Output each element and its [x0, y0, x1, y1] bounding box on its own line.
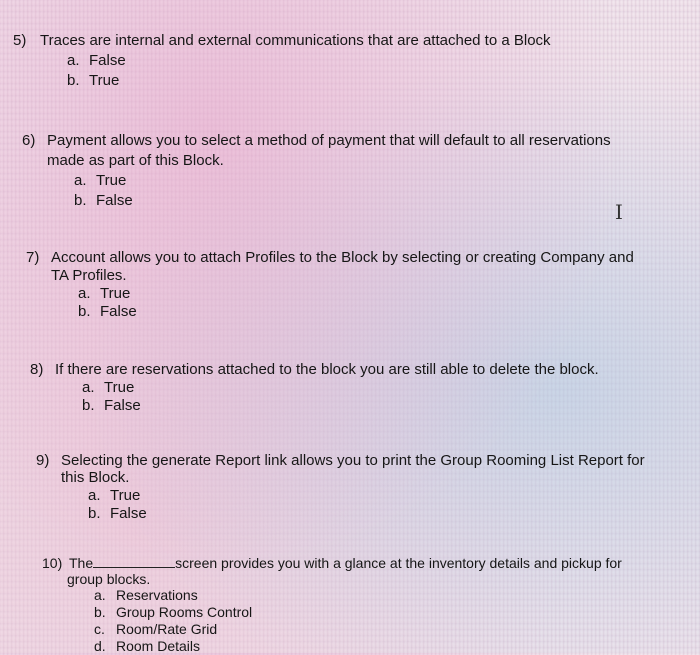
option-letter: d.	[94, 638, 106, 654]
option-letter: c.	[94, 621, 105, 637]
option-a	[74, 171, 611, 190]
question-6	[22, 131, 611, 210]
option-a	[78, 284, 634, 303]
option-label: Group Rooms Control	[116, 604, 253, 620]
option-letter: a.	[67, 52, 80, 69]
option-letter: b.	[78, 303, 91, 320]
option-b	[74, 191, 611, 210]
question-10	[42, 554, 622, 655]
option-label: False	[100, 303, 137, 320]
option-a	[88, 486, 645, 505]
question-number: 7)	[26, 249, 40, 266]
option-a	[94, 587, 622, 604]
question-text-line2: made as part of this Block.	[47, 152, 224, 169]
question-text-line1: Selecting the generate Report link allows you to print the Group Rooming List Report for	[61, 452, 645, 469]
question-text: If there are reservations attached to the block you are still able to delete the block.	[55, 361, 599, 378]
option-letter: a.	[78, 285, 91, 302]
option-label: True	[96, 172, 127, 189]
question-number: 6)	[22, 132, 36, 149]
option-label: True	[89, 72, 120, 89]
question-number: 9)	[36, 452, 50, 469]
question-text: Traces are internal and external communications that are attached to a Block	[40, 32, 551, 49]
option-letter: a.	[82, 379, 95, 396]
option-label: False	[104, 397, 141, 414]
question-number: 5)	[13, 32, 27, 49]
option-label: False	[110, 505, 147, 522]
option-letter: b.	[67, 72, 80, 89]
option-letter: a.	[88, 487, 101, 504]
question-7	[26, 248, 634, 321]
option-label: False	[96, 192, 133, 209]
question-text-line1: Payment allows you to select a method of payment that will default to all reservations	[47, 132, 611, 149]
option-a	[82, 378, 599, 397]
question-8	[30, 360, 599, 415]
option-label: Room/Rate Grid	[116, 621, 218, 637]
question-5	[13, 31, 551, 90]
option-letter: a.	[74, 172, 87, 189]
question-text-line2: TA Profiles.	[51, 267, 127, 284]
fill-in-blank	[93, 554, 175, 568]
option-a	[67, 51, 551, 70]
option-c	[94, 621, 622, 638]
option-b	[88, 504, 645, 523]
option-letter: a.	[94, 587, 106, 603]
option-letter: b.	[88, 505, 101, 522]
option-label: Room Details	[116, 638, 201, 654]
option-label: True	[110, 487, 141, 504]
option-label: False	[89, 52, 126, 69]
question-text-line2: group blocks.	[67, 571, 151, 587]
option-b	[67, 71, 551, 90]
option-letter: b.	[74, 192, 87, 209]
question-text-line1: Account allows you to attach Profiles to the Block by selecting or creating Company and	[51, 249, 634, 266]
option-label: True	[104, 379, 135, 396]
option-letter: b.	[82, 397, 95, 414]
option-b	[78, 302, 634, 321]
question-number: 10)	[42, 555, 63, 571]
option-b	[82, 396, 599, 415]
question-text-before: The	[69, 555, 94, 571]
option-letter: b.	[94, 604, 106, 620]
question-number: 8)	[30, 361, 44, 378]
option-b	[94, 604, 622, 621]
question-9	[36, 451, 645, 523]
question-text-after: screen provides you with a glance at the inventory details and pickup for	[175, 555, 622, 571]
option-label: Reservations	[116, 587, 198, 603]
option-d	[94, 638, 622, 655]
text-cursor-icon: I	[615, 200, 623, 224]
option-label: True	[100, 285, 131, 302]
question-text-line2: this Block.	[61, 469, 130, 486]
